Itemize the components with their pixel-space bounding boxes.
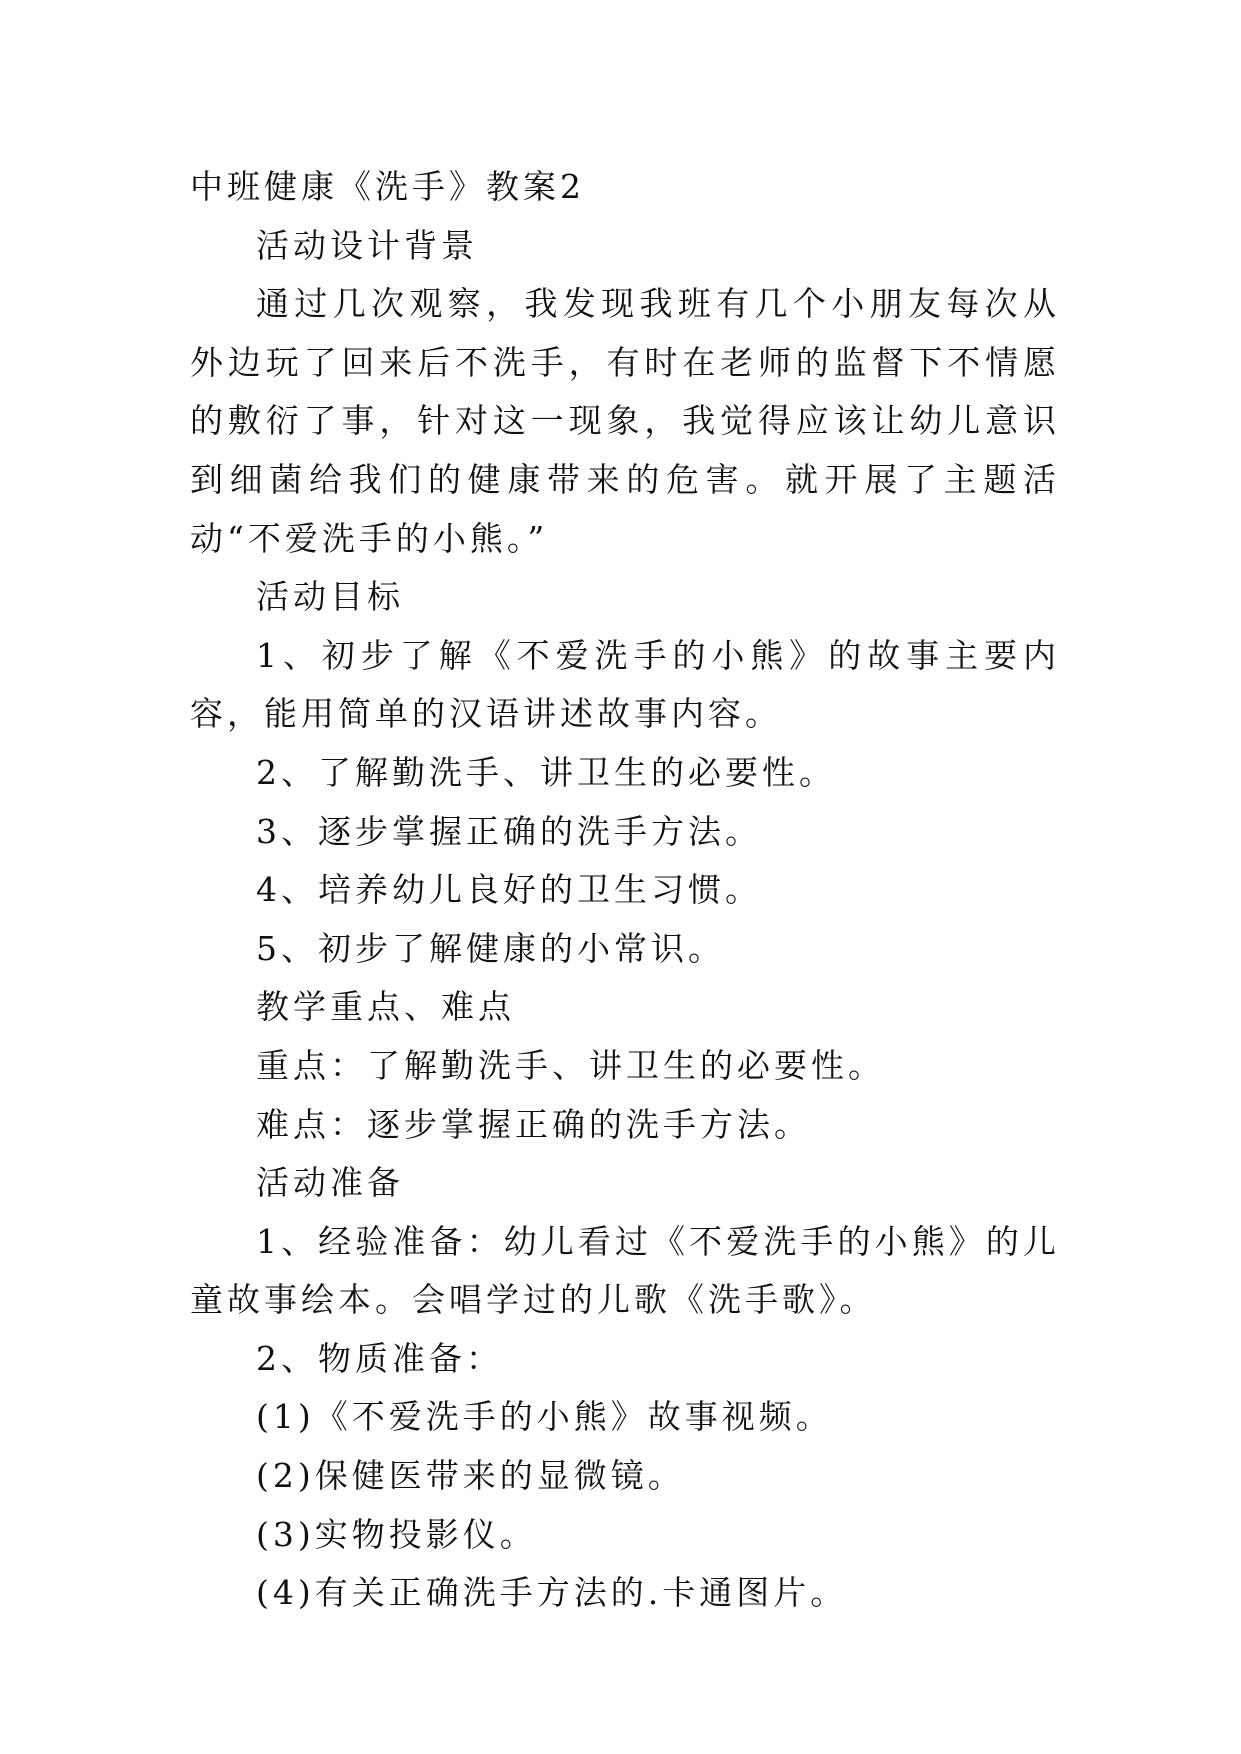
goal-item: 4、培养幼儿良好的卫生习惯。 xyxy=(256,870,762,910)
section-heading-goals: 活动目标 xyxy=(256,577,404,617)
section-heading-key-points: 教学重点、难点 xyxy=(256,987,515,1027)
document-body xyxy=(190,158,1060,1623)
goal-item: 3、逐步掌握正确的洗手方法。 xyxy=(256,811,762,851)
difficulty-point: 难点：逐步掌握正确的洗手方法。 xyxy=(256,1104,811,1144)
material-item: (3)实物投影仪。 xyxy=(256,1514,537,1554)
section-heading-background: 活动设计背景 xyxy=(256,225,478,265)
material-item: (2)保健医带来的显微镜。 xyxy=(256,1456,685,1496)
material-item: (4)有关正确洗手方法的.卡通图片。 xyxy=(256,1573,848,1613)
goal-item: 2、了解勤洗手、讲卫生的必要性。 xyxy=(256,752,836,792)
background-paragraph: 通过几次观察，我发现我班有几个小朋友每次从外边玩了回来后不洗手，有时在老师的监督下不情愿的敷衍了事，针对这一现象，我觉得应该让幼儿意识到细菌给我们的健康带来的危害。就开展了主题活动“不爱洗手的小熊。” xyxy=(190,284,1060,558)
document-title: 中班健康《洗手》教案2 xyxy=(190,167,585,206)
experience-preparation: 1、经验准备：幼儿看过《不爱洗手的小熊》的儿童故事绘本。会唱学过的儿歌《洗手歌》。 xyxy=(190,1221,1060,1320)
goal-item: 5、初步了解健康的小常识。 xyxy=(256,928,725,968)
key-point: 重点：了解勤洗手、讲卫生的必要性。 xyxy=(256,1045,885,1085)
section-heading-preparation: 活动准备 xyxy=(256,1163,404,1203)
material-preparation-heading: 2、物质准备： xyxy=(256,1338,503,1378)
goal-item: 1、初步了解《不爱洗手的小熊》的故事主要内容，能用简单的汉语讲述故事内容。 xyxy=(190,635,1060,734)
material-item: (1)《不爱洗手的小熊》故事视频。 xyxy=(256,1397,833,1437)
